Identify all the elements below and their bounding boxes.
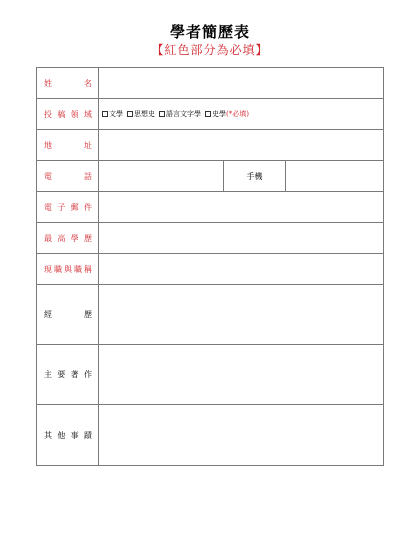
label-field	[37, 99, 99, 130]
label-phone	[37, 161, 99, 192]
label-address-text: 地 址	[44, 140, 92, 150]
row-experience	[37, 285, 384, 345]
label-others-text: 其 他 事 蹟	[44, 430, 92, 440]
label-position	[37, 254, 99, 285]
checkbox-history[interactable]	[205, 111, 211, 117]
field-options	[99, 99, 384, 130]
label-name	[37, 68, 99, 99]
option-literature[interactable]	[102, 109, 123, 119]
label-others	[37, 405, 99, 466]
label-name-text: 姓 名	[44, 78, 92, 88]
required-note: (*必填)	[226, 110, 249, 118]
label-degree	[37, 223, 99, 254]
works-field[interactable]	[99, 345, 384, 405]
label-degree-text: 最 高 學 歷	[44, 233, 92, 243]
option-history-label: 史學	[212, 110, 226, 118]
row-phone	[37, 161, 384, 192]
label-position-text: 現 職 與 職 稱	[44, 264, 92, 274]
label-experience	[37, 285, 99, 345]
row-works	[37, 345, 384, 405]
row-email	[37, 192, 384, 223]
row-address	[37, 130, 384, 161]
label-email-text: 電 子 郵 件	[44, 202, 92, 212]
row-name	[37, 68, 384, 99]
experience-field[interactable]	[99, 285, 384, 345]
row-degree	[37, 223, 384, 254]
option-linguistics-label: 語言文字學	[166, 110, 201, 118]
others-field[interactable]	[99, 405, 384, 466]
resume-table	[36, 67, 384, 466]
option-history-of-thought[interactable]	[127, 109, 155, 119]
name-field[interactable]	[99, 68, 384, 99]
page-title: 學者簡歷表	[169, 23, 250, 41]
option-literature-label: 文學	[109, 110, 123, 118]
row-position	[37, 254, 384, 285]
label-address	[37, 130, 99, 161]
option-linguistics[interactable]	[159, 109, 201, 119]
page-subtitle: 【紅色部分為必填】	[151, 43, 269, 57]
email-field[interactable]	[99, 192, 384, 223]
label-works-text: 主 要 著 作	[44, 370, 92, 379]
checkbox-history-of-thought[interactable]	[127, 111, 133, 117]
phone-field[interactable]	[99, 161, 224, 192]
checkbox-linguistics[interactable]	[159, 111, 165, 117]
label-email	[37, 192, 99, 223]
option-history[interactable]	[205, 109, 249, 119]
label-mobile: 手機	[224, 161, 286, 192]
row-others	[37, 405, 384, 466]
row-field	[37, 99, 384, 130]
label-field-text: 投 稿 領 域	[44, 109, 92, 119]
address-field[interactable]	[99, 130, 384, 161]
checkbox-literature[interactable]	[102, 111, 108, 117]
label-works	[37, 345, 99, 405]
label-phone-text: 電 話	[44, 171, 92, 181]
position-field[interactable]	[99, 254, 384, 285]
label-experience-text: 經 歷	[44, 310, 92, 319]
mobile-field[interactable]	[286, 161, 384, 192]
degree-field[interactable]	[99, 223, 384, 254]
option-history-of-thought-label: 思想史	[134, 110, 155, 118]
